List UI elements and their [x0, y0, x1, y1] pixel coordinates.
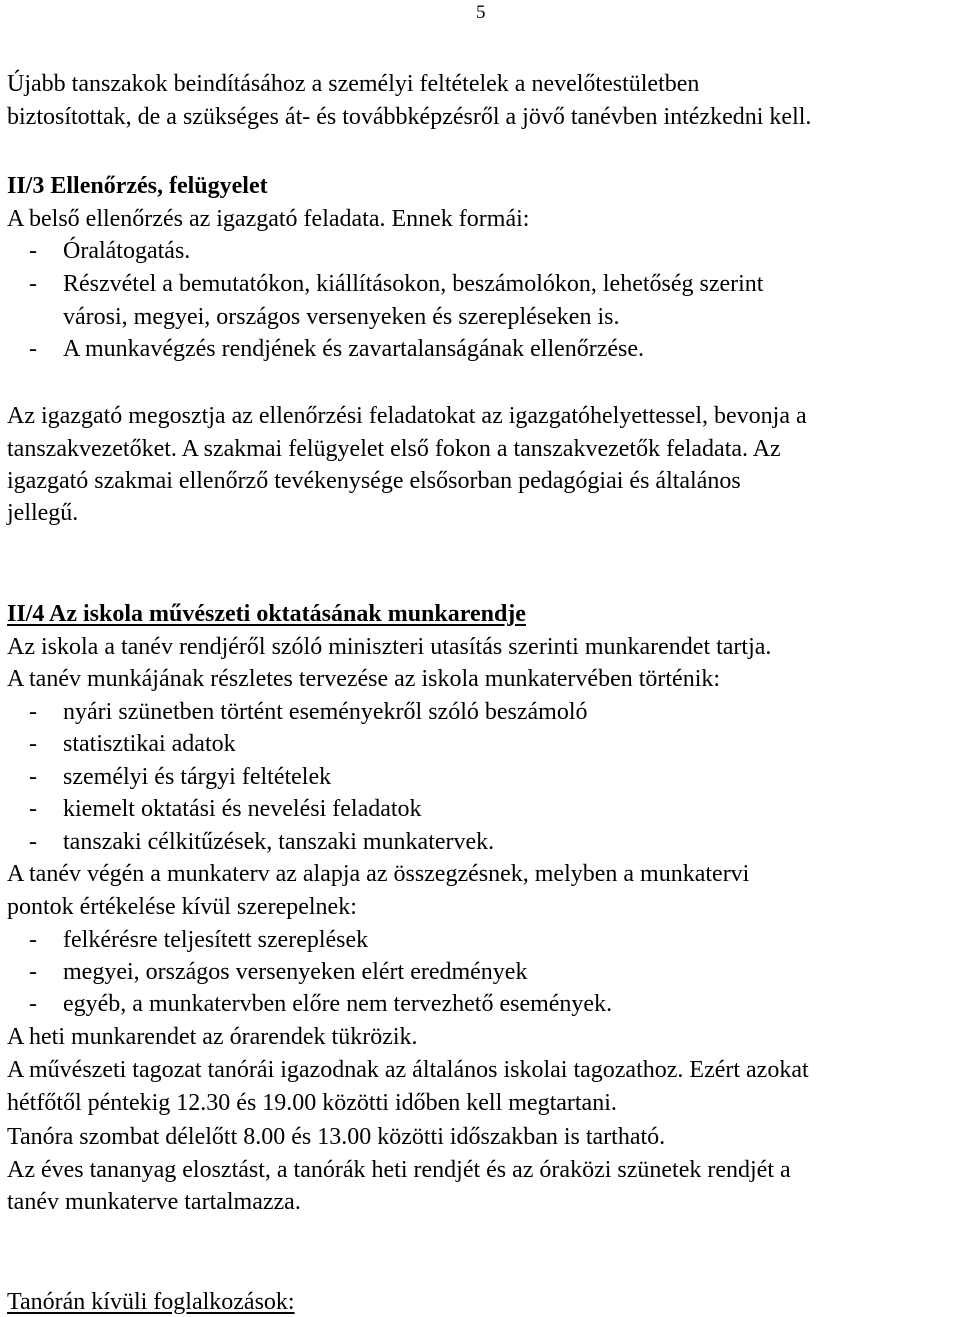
section-ii3-paragraph-line-4: jellegű. [7, 500, 79, 526]
section-ii4-line-8: Tanóra szombat délelőtt 8.00 és 13.00 közötti időszakban is tartható. [7, 1124, 666, 1150]
section-ii3-paragraph-line-3: igazgató szakmai ellenőrző tevékenysége elsősorban pedagógiai és általános [7, 468, 741, 494]
list-dash: - [29, 959, 37, 985]
section-ii4-line-9: Az éves tananyag elosztást, a tanórák heti rendjét és az óraközi szünetek rendjét a [7, 1157, 791, 1183]
intro-line-2: biztosítottak, de a szükséges át- és továbbképzésről a jövő tanévben intézkedni kell. [7, 104, 812, 130]
section-ii4-line-4: pontok értékelése kívül szerepelnek: [7, 894, 357, 920]
section-ii4-heading: II/4 Az iskola művészeti oktatásának munkarendje [7, 601, 526, 627]
list-item-text: egyéb, a munkatervben előre nem tervezhető események. [63, 991, 613, 1017]
list-item [29, 925, 368, 955]
list-item [29, 762, 331, 792]
list-item [29, 827, 494, 857]
section-ii4-line-10: tanév munkaterve tartalmazza. [7, 1189, 301, 1215]
section-ii4-line-7: hétfőtől péntekig 12.30 és 19.00 közötti időben kell megtartani. [7, 1090, 617, 1116]
section-ii3-heading: II/3 Ellenőrzés, felügyelet [7, 173, 268, 199]
list-item [29, 957, 527, 987]
section-ii4-line-6: A művészeti tagozat tanórái igazodnak az általános iskolai tagozathoz. Ezért azokat [7, 1057, 809, 1083]
list-item [29, 236, 190, 266]
list-dash: - [29, 764, 37, 790]
list-item-continuation: városi, megyei, országos versenyeken és szerepléseken is. [63, 304, 620, 330]
list-item-text: Óralátogatás. [63, 238, 191, 264]
intro-line-1: Újabb tanszakok beindításához a személyi feltételek a nevelőtestületben [7, 71, 700, 97]
list-item [29, 269, 763, 299]
list-item-text: A munkavégzés rendjének és zavartalanságának ellenőrzése. [63, 336, 645, 362]
page-number: 5 [476, 2, 486, 23]
list-item [29, 729, 236, 759]
list-dash: - [29, 731, 37, 757]
list-dash: - [29, 238, 37, 264]
section-tanoran-heading: Tanórán kívüli foglalkozások: [7, 1289, 295, 1315]
section-ii4-line-1: Az iskola a tanév rendjéről szóló miniszteri utasítás szerinti munkarendet tartja. [7, 634, 772, 660]
list-dash: - [29, 336, 37, 362]
section-ii4-line-5: A heti munkarendet az órarendek tükrözik. [7, 1024, 418, 1050]
list-item-text: statisztikai adatok [63, 731, 236, 757]
list-dash: - [29, 829, 37, 855]
section-ii4-line-2: A tanév munkájának részletes tervezése az iskola munkatervében történik: [7, 666, 721, 692]
section-ii3-intro: A belső ellenőrzés az igazgató feladata. Ennek formái: [7, 206, 530, 232]
list-dash: - [29, 991, 37, 1017]
list-dash: - [29, 796, 37, 822]
list-item [29, 334, 644, 364]
section-ii4-line-3: A tanév végén a munkaterv az alapja az összegzésnek, melyben a munkatervi [7, 861, 750, 887]
list-item-text: kiemelt oktatási és nevelési feladatok [63, 796, 422, 822]
list-item [29, 794, 422, 824]
list-item [29, 989, 612, 1019]
list-item-text: személyi és tárgyi feltételek [63, 764, 332, 790]
list-item-text: felkérésre teljesített szereplések [63, 927, 369, 953]
list-item [29, 697, 588, 727]
list-item-text: megyei, országos versenyeken elért eredmények [63, 959, 528, 985]
section-ii3-paragraph-line-2: tanszakvezetőket. A szakmai felügyelet első fokon a tanszakvezetők feladata. Az [7, 436, 781, 462]
list-item-text: nyári szünetben történt eseményekről szóló beszámoló [63, 699, 588, 725]
list-dash: - [29, 927, 37, 953]
list-item-text: Részvétel a bemutatókon, kiállításokon, beszámolókon, lehetőség szerint [63, 271, 764, 297]
list-dash: - [29, 271, 37, 297]
section-ii3-paragraph-line-1: Az igazgató megosztja az ellenőrzési feladatokat az igazgatóhelyettessel, bevonja a [7, 403, 807, 429]
list-dash: - [29, 699, 37, 725]
list-item-text: tanszaki célkitűzések, tanszaki munkatervek. [63, 829, 495, 855]
